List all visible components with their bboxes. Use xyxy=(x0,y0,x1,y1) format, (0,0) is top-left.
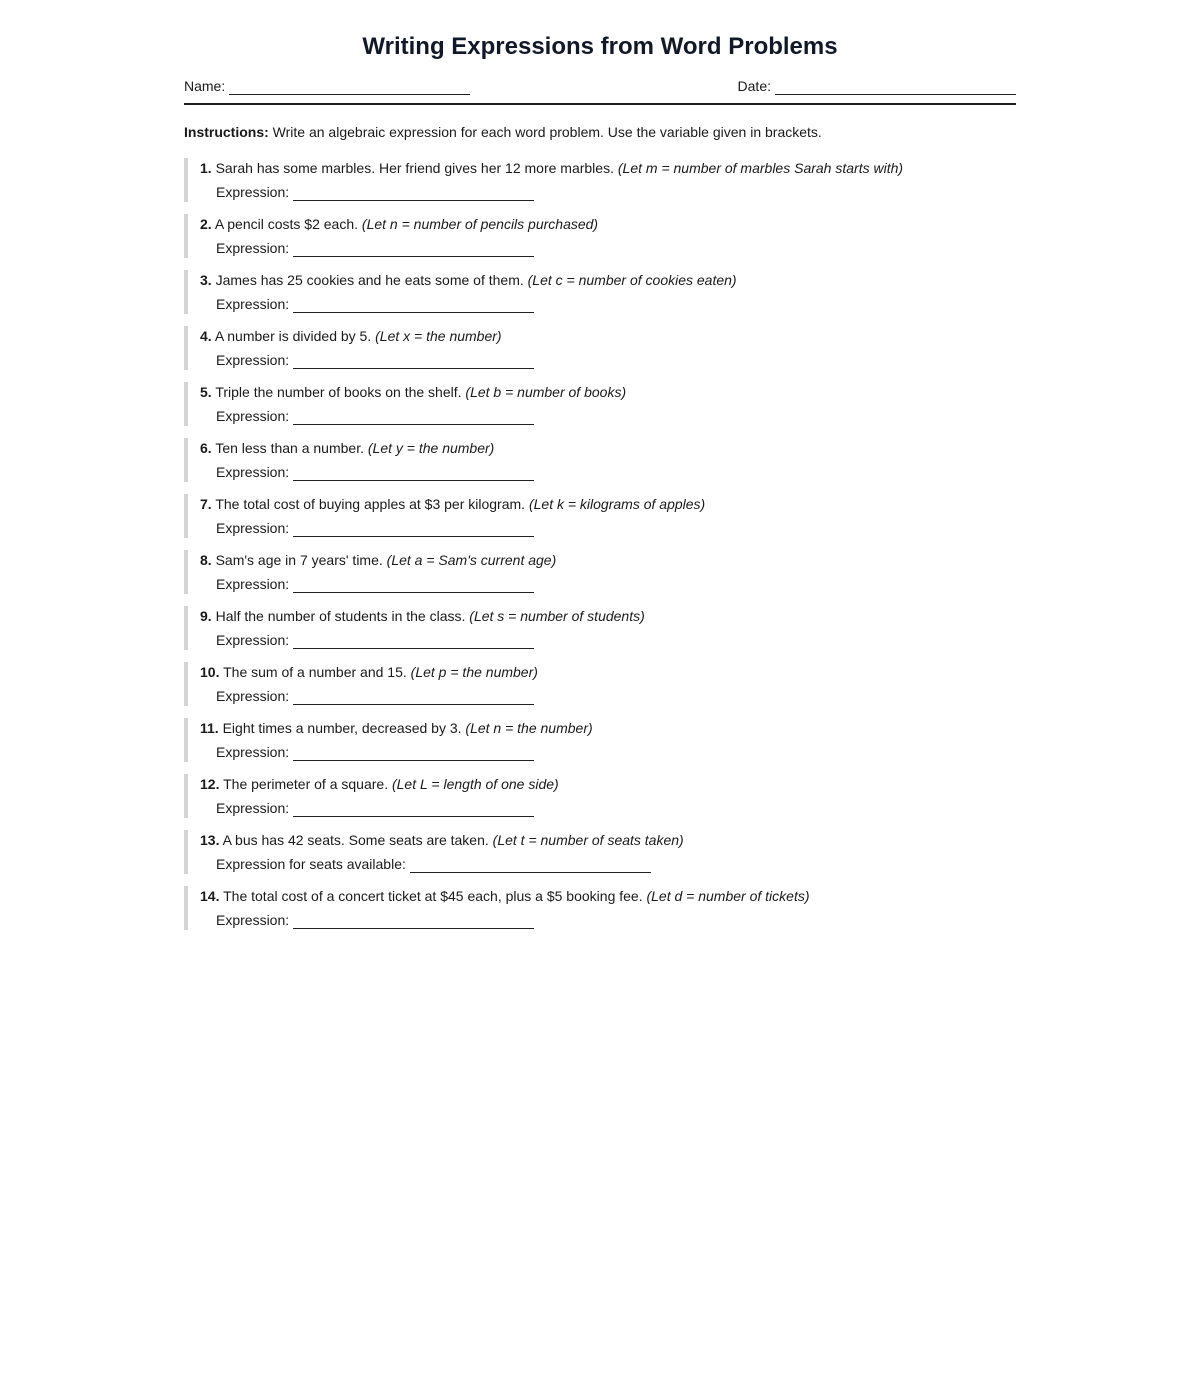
problem-variable-hint: (Let b = number of books) xyxy=(465,384,627,400)
answer-label: Expression: xyxy=(216,912,290,928)
problem-variable-hint: (Let n = the number) xyxy=(465,720,593,736)
problem-number: 6. xyxy=(200,440,212,456)
date-field xyxy=(738,77,1016,95)
problem-variable-hint: (Let n = number of pencils purchased) xyxy=(361,216,599,232)
problem-statement xyxy=(200,215,598,233)
problem-item xyxy=(184,158,1016,202)
problem-number: 11. xyxy=(200,720,219,736)
problem-text: The sum of a number and 15. xyxy=(223,664,407,680)
problem-number: 9. xyxy=(200,608,212,624)
problem-item xyxy=(184,830,1016,874)
problem-text: Half the number of students in the class. xyxy=(215,608,466,624)
problem-variable-hint: (Let k = kilograms of apples) xyxy=(528,496,706,512)
answer-label: Expression: xyxy=(216,184,290,200)
answer-row xyxy=(216,743,534,761)
instructions xyxy=(184,123,1016,141)
answer-label: Expression: xyxy=(216,464,290,480)
instructions-label: Instructions: xyxy=(184,124,269,140)
answer-blank[interactable] xyxy=(293,353,534,369)
date-blank[interactable] xyxy=(775,79,1016,95)
answer-row xyxy=(216,575,534,593)
answer-blank[interactable] xyxy=(293,913,534,929)
answer-blank[interactable] xyxy=(293,633,534,649)
problem-variable-hint: (Let a = Sam's current age) xyxy=(386,552,557,568)
problem-number: 8. xyxy=(200,552,212,568)
answer-blank[interactable] xyxy=(293,689,534,705)
answer-row xyxy=(216,183,534,201)
answer-row xyxy=(216,799,534,817)
header-divider xyxy=(184,103,1016,105)
answer-blank[interactable] xyxy=(293,409,534,425)
problem-statement xyxy=(200,495,705,513)
problem-item xyxy=(184,214,1016,258)
answer-label: Expression: xyxy=(216,744,290,760)
answer-label: Expression: xyxy=(216,800,290,816)
answer-blank[interactable] xyxy=(293,185,534,201)
problem-text: The perimeter of a square. xyxy=(223,776,389,792)
header-fields xyxy=(184,77,1016,95)
problem-item xyxy=(184,606,1016,650)
problem-number: 13. xyxy=(200,832,220,848)
problem-statement xyxy=(200,551,556,569)
problem-item xyxy=(184,886,1016,930)
answer-row xyxy=(216,855,651,873)
problem-statement xyxy=(200,887,810,905)
problem-item xyxy=(184,270,1016,314)
answer-row xyxy=(216,911,534,929)
problem-number: 7. xyxy=(200,496,212,512)
problem-text: Sam's age in 7 years' time. xyxy=(215,552,383,568)
answer-label: Expression: xyxy=(216,520,290,536)
problem-statement xyxy=(200,775,559,793)
answer-blank[interactable] xyxy=(293,241,534,257)
problem-item xyxy=(184,494,1016,538)
answer-blank[interactable] xyxy=(293,801,534,817)
problem-statement xyxy=(200,607,645,625)
problem-statement xyxy=(200,663,538,681)
problem-variable-hint: (Let m = number of marbles Sarah starts with) xyxy=(617,160,904,176)
name-field xyxy=(184,77,470,95)
page-title: Writing Expressions from Word Problems xyxy=(362,33,838,60)
answer-label: Expression: xyxy=(216,408,290,424)
problem-number: 4. xyxy=(200,328,212,344)
problem-number: 5. xyxy=(200,384,212,400)
problem-text: The total cost of a concert ticket at $45 each, plus a $5 booking fee. xyxy=(223,888,643,904)
problem-variable-hint: (Let c = number of cookies eaten) xyxy=(527,272,737,288)
problem-statement xyxy=(200,719,593,737)
problem-number: 12. xyxy=(200,776,220,792)
problem-text: A pencil costs $2 each. xyxy=(214,216,359,232)
instructions-text: Write an algebraic expression for each word problem. Use the variable given in brackets. xyxy=(272,124,822,140)
problem-text: James has 25 cookies and he eats some of them. xyxy=(215,272,524,288)
answer-row xyxy=(216,519,534,537)
problem-text: Ten less than a number. xyxy=(215,440,364,456)
date-label: Date: xyxy=(737,78,771,94)
problem-statement xyxy=(200,383,626,401)
answer-label: Expression: xyxy=(216,296,290,312)
problem-statement xyxy=(200,831,684,849)
problem-variable-hint: (Let p = the number) xyxy=(410,664,538,680)
problem-text: A bus has 42 seats. Some seats are taken. xyxy=(222,832,489,848)
problem-item xyxy=(184,774,1016,818)
problem-number: 2. xyxy=(200,216,212,232)
answer-blank[interactable] xyxy=(293,297,534,313)
answer-label: Expression: xyxy=(216,688,290,704)
answer-blank[interactable] xyxy=(293,745,534,761)
answer-row xyxy=(216,239,534,257)
problem-item xyxy=(184,662,1016,706)
problem-statement xyxy=(200,439,494,457)
problem-variable-hint: (Let d = number of tickets) xyxy=(646,888,810,904)
problem-number: 14. xyxy=(200,888,220,904)
problem-statement xyxy=(200,271,737,289)
problem-item xyxy=(184,326,1016,370)
answer-label: Expression: xyxy=(216,352,290,368)
problem-item xyxy=(184,718,1016,762)
problem-variable-hint: (Let t = number of seats taken) xyxy=(492,832,684,848)
problem-variable-hint: (Let y = the number) xyxy=(367,440,495,456)
problem-variable-hint: (Let x = the number) xyxy=(375,328,502,344)
answer-row xyxy=(216,631,534,649)
problem-number: 1. xyxy=(200,160,212,176)
answer-label: Expression: xyxy=(216,632,290,648)
answer-blank[interactable] xyxy=(293,577,534,593)
problem-item xyxy=(184,382,1016,426)
answer-row xyxy=(216,407,534,425)
problem-statement xyxy=(200,327,502,345)
problem-text: The total cost of buying apples at $3 per kilogram. xyxy=(215,496,526,512)
problem-variable-hint: (Let s = number of students) xyxy=(469,608,645,624)
answer-label: Expression: xyxy=(216,576,290,592)
answer-label: Expression for seats available: xyxy=(216,856,406,872)
answer-row xyxy=(216,687,534,705)
problem-text: Eight times a number, decreased by 3. xyxy=(222,720,462,736)
answer-blank[interactable] xyxy=(293,465,534,481)
problem-list xyxy=(184,158,1016,942)
problem-text: Sarah has some marbles. Her friend gives her 12 more marbles. xyxy=(215,160,614,176)
problem-text: Triple the number of books on the shelf. xyxy=(215,384,462,400)
answer-row xyxy=(216,351,534,369)
name-blank[interactable] xyxy=(229,79,470,95)
answer-row xyxy=(216,463,534,481)
problem-variable-hint: (Let L = length of one side) xyxy=(391,776,559,792)
answer-row xyxy=(216,295,534,313)
problem-statement xyxy=(200,159,903,177)
answer-blank[interactable] xyxy=(410,857,651,873)
problem-item xyxy=(184,550,1016,594)
problem-item xyxy=(184,438,1016,482)
answer-blank[interactable] xyxy=(293,521,534,537)
name-label: Name: xyxy=(184,78,226,94)
problem-text: A number is divided by 5. xyxy=(214,328,372,344)
problem-number: 3. xyxy=(200,272,212,288)
problem-number: 10. xyxy=(200,664,220,680)
answer-label: Expression: xyxy=(216,240,290,256)
